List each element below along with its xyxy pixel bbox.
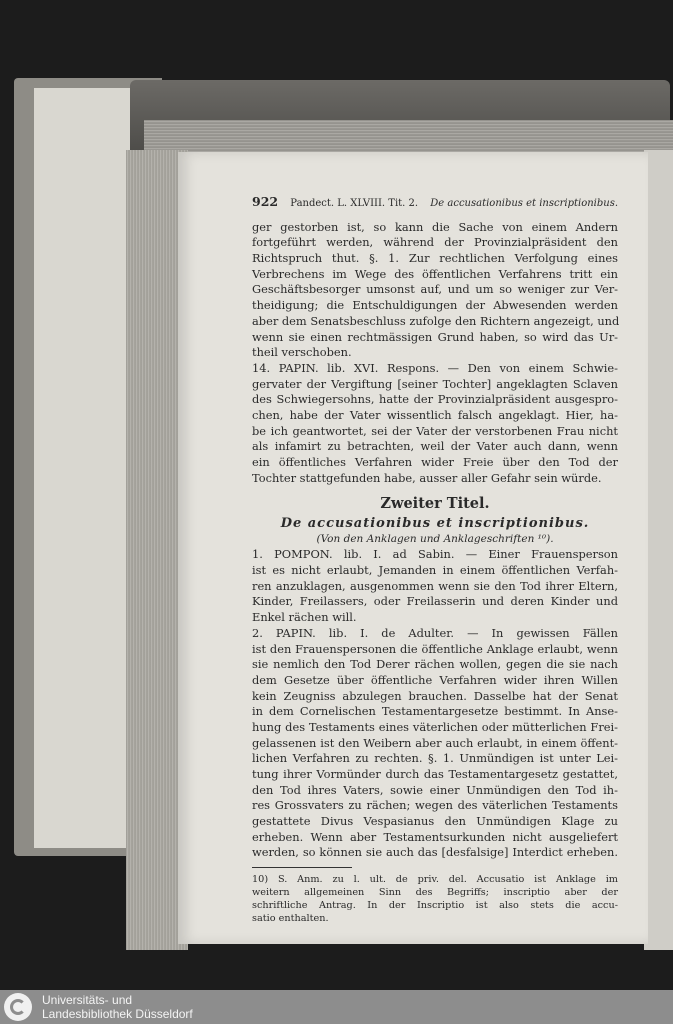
text-line: den Tod ihres Vaters, sowie einer Unmündigen den Tod ih-	[252, 782, 618, 797]
header-left: Pandect. L. XLVIII. Tit. 2.	[290, 198, 419, 209]
footnote-line: weitern allgemeinen Sinn des Begriffs; inscriptio aber der	[252, 886, 618, 898]
text-line: sie nemlich den Tod Derer rächen wollen, gegen die sie nach	[252, 657, 618, 672]
ulb-logo-icon	[4, 993, 32, 1021]
right-page-edge	[644, 150, 673, 950]
text-line: gervater der Vergiftung [seiner Tochter] angeklagten Sclaven	[252, 376, 618, 391]
text-line: Geschäftsbesorger umsonst auf, und um so weniger zur Ver-	[252, 282, 618, 297]
text-line: dem Gesetze über öffentliche Verfahren wider ihren Willen	[252, 672, 618, 687]
text-line: hung des Testaments eines väterlichen oder mütterlichen Frei-	[252, 719, 618, 734]
library-footer-bar	[0, 990, 673, 1024]
text-line: des Schwiegersohns, hatte der Provinzialpräsident ausgespro-	[252, 392, 618, 407]
text-line: be ich geantwortet, sei der Vater der verstorbenen Frau nicht	[252, 423, 618, 438]
text-line: ist es nicht erlaubt, Jemanden in einem öffentlichen Verfah-	[252, 563, 618, 578]
text-line: theidigung; die Entschuldigungen der Abwesenden werden	[252, 298, 618, 313]
library-name-line1: Universitäts- und	[42, 993, 133, 1007]
text-line: ren anzuklagen, ausgenommen wenn sie den Tod ihrer Eltern,	[252, 578, 618, 593]
text-line: Tochter stattgefunden habe, ausser aller Gefahr sein würde.	[252, 470, 602, 485]
footnote-divider	[252, 867, 352, 868]
text-line: lichen Verfahren zu rechten. §. 1. Unmündigen ist unter Lei-	[252, 751, 618, 766]
text-line: aber dem Senatsbeschluss zufolge den Richtern angezeigt, und	[252, 313, 620, 328]
text-line: Richtspruch thut. §. 1. Zur rechtlichen Verfolgung eines	[252, 251, 618, 266]
text-line: Enkel rächen will.	[252, 610, 357, 625]
text-line: ein öffentliches Verfahren wider Freie über den Tod der	[252, 455, 618, 470]
text-line: erheben. Wenn aber Testamentsurkunden nicht ausgeliefert	[252, 829, 618, 844]
text-line: tung ihrer Vormünder durch das Testamentargesetz gestattet,	[252, 767, 618, 782]
text-block-section	[252, 547, 618, 861]
text-line: fortgeführt werden, während der Provinzialpräsident den	[252, 235, 618, 250]
text-line: ist den Frauenspersonen die öffentliche Anklage erlaubt, wenn	[252, 641, 618, 656]
footnote-line: 10) S. Anm. zu l. ult. de priv. del. Accusatio ist Anklage im	[252, 874, 618, 886]
text-line: 2. PAPIN. lib. I. de Adulter. — In gewissen Fällen	[252, 625, 618, 640]
text-line: gestattete Divus Vespasianus den Unmündigen Klage zu	[252, 814, 618, 829]
text-line: 14. PAPIN. lib. XVI. Respons. — Den von einem Schwie-	[252, 360, 618, 375]
text-line: Kinder, Freilassers, oder Freilasserin und deren Kinder und	[252, 594, 618, 609]
text-block-top	[252, 220, 618, 487]
library-name-line2: Landesbibliothek Düsseldorf	[42, 1007, 193, 1021]
section-latin-title: De accusationibus et inscriptionibus.	[280, 516, 590, 532]
page-number: 922	[252, 194, 279, 209]
text-line: kein Zeugniss abzulegen brauchen. Dasselbe hat der Senat	[252, 688, 618, 703]
text-line: gelassenen ist den Weibern aber auch erlaubt, in einem öffent-	[252, 735, 618, 750]
text-line: wenn sie einen rechtmässigen Grund haben, so wird das Ur-	[252, 329, 618, 344]
text-line: in dem Cornelischen Testamentargesetze bestimmt. In Anse-	[252, 704, 618, 719]
text-line: theil verschoben.	[252, 345, 352, 360]
text-line: chen, habe der Vater wissentlich falsch angeklagt. Hier, ha-	[252, 407, 618, 422]
library-name	[42, 993, 193, 1021]
text-line: ger gestorben ist, so kann die Sache von einem Andern	[252, 219, 618, 234]
page-content	[252, 194, 618, 925]
section-title: Zweiter Titel.	[380, 495, 490, 513]
text-line: werden, so können sie auch das [desfalsige] Interdict erheben.	[252, 845, 618, 860]
section-subtitle: (Von den Anklagen und Anklageschriften ¹⁰).	[316, 533, 554, 546]
text-line: res Grossvaters zu rächen; wegen des väterlichen Testaments	[252, 798, 618, 813]
header-right: De accusationibus et inscriptionibus.	[430, 198, 618, 209]
running-header	[252, 194, 618, 212]
top-page-edges	[144, 120, 673, 156]
footnote-line: schriftliche Antrag. In der Inscriptio ist also stets die accu-	[252, 899, 618, 911]
book-page	[178, 152, 648, 944]
footnote	[252, 874, 618, 925]
text-line: 1. POMPON. lib. I. ad Sabin. — Einer Frauensperson	[252, 547, 618, 562]
footnote-line: satio enthalten.	[252, 912, 329, 924]
text-line: Verbrechens im Wege des öffentlichen Verfahrens tritt ein	[252, 266, 618, 281]
text-line: als infamirt zu betrachten, weil der Vater auch dann, wenn	[252, 439, 618, 454]
